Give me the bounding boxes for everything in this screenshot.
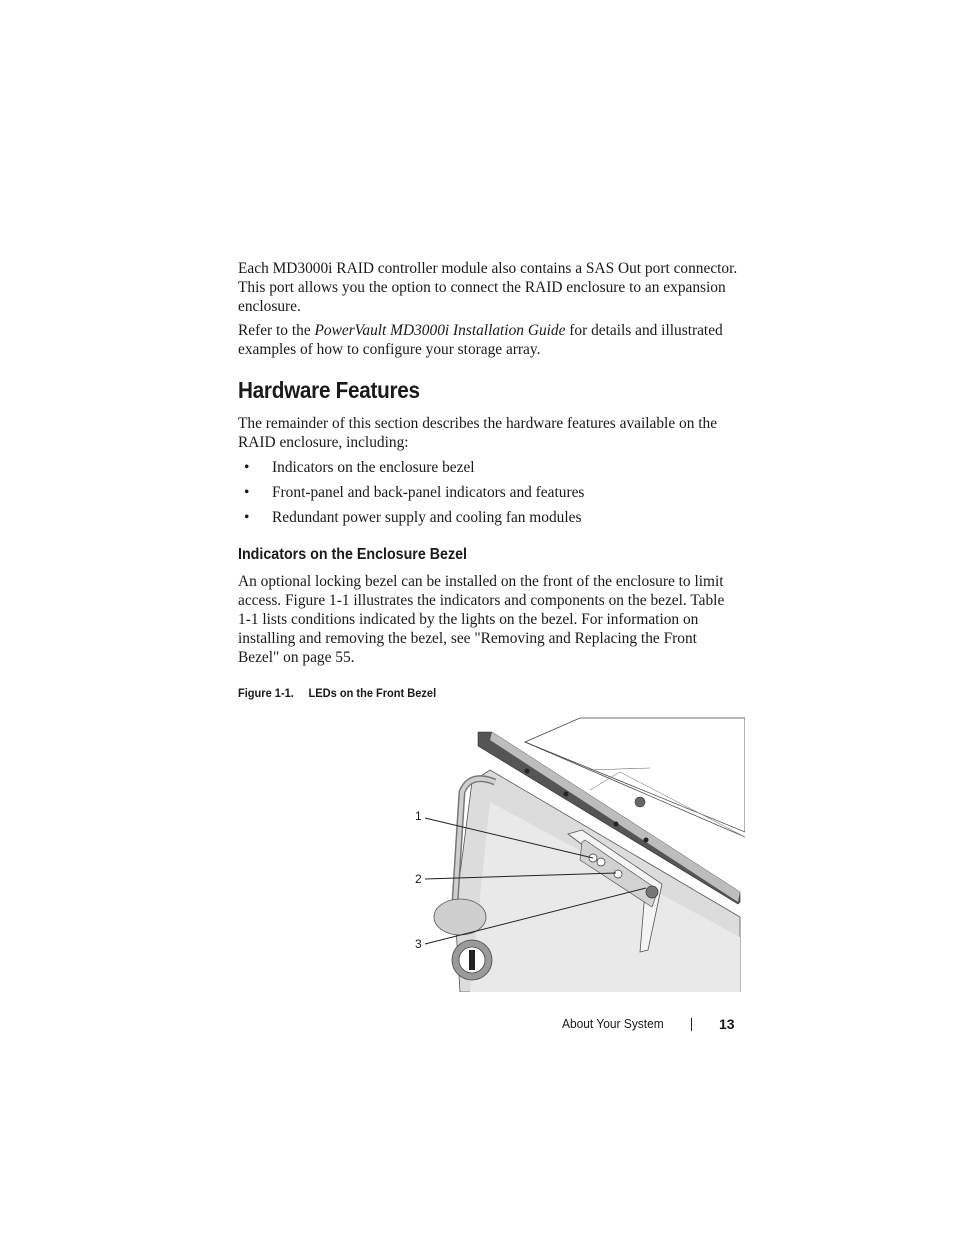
section-heading: Hardware Features <box>238 377 420 403</box>
callout-number: 3 <box>415 937 422 951</box>
paragraph-sas-out: Each MD3000i RAID controller module also contains a SAS Out port connector. This port allows you the option to connect the RAID enclosure to an expansion enclosure. <box>238 260 738 315</box>
footer-divider <box>691 1018 692 1031</box>
bullet-icon: • <box>244 459 250 476</box>
guide-text-after: for details and illustrated examples of how to configure your storage array. <box>238 322 723 358</box>
guide-title: PowerVault MD3000i Installation Guide <box>314 322 566 339</box>
list-item-text: Redundant power supply and cooling fan modules <box>272 509 582 526</box>
page-number: 13 <box>719 1016 735 1032</box>
section-intro: The remainder of this section describes the hardware features available on the RAID enclosure, including: <box>238 415 718 451</box>
footer-section-title: About Your System <box>562 1016 664 1031</box>
subsection-body: An optional locking bezel can be installed on the front of the enclosure to limit access. Figure 1-1 illustrates the indicators and components on the bezel. Table 1-1 lists conditions indicated by the lights on the bezel. For information on installing and removing the bezel, see "Removing and Replacing the Front Bezel" on page 55. <box>238 573 725 666</box>
list-item-text: Indicators on the enclosure bezel <box>272 459 475 476</box>
callout-number: 2 <box>415 872 422 886</box>
bullet-icon: • <box>244 509 250 526</box>
figure-number: Figure 1-1. <box>238 686 294 700</box>
bullet-icon: • <box>244 484 250 501</box>
guide-text-before: Refer to the <box>238 322 315 339</box>
bezel-illustration <box>400 712 745 992</box>
figure-caption <box>238 686 436 700</box>
callout-number: 1 <box>415 809 422 823</box>
subsection-heading: Indicators on the Enclosure Bezel <box>238 546 468 563</box>
figure-title: LEDs on the Front Bezel <box>308 686 437 700</box>
list-item-text: Front-panel and back-panel indicators and features <box>272 484 585 501</box>
paragraph-installation-guide <box>238 321 738 359</box>
